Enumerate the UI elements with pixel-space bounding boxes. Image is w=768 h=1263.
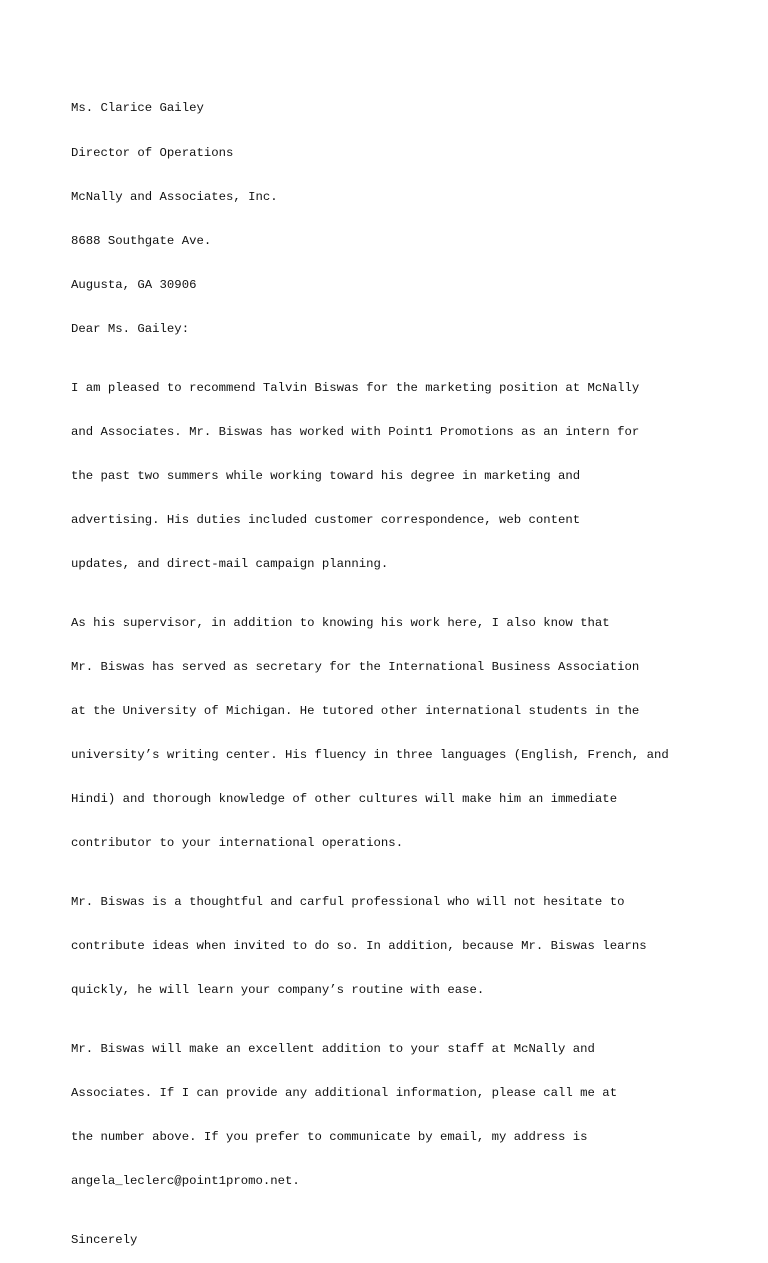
paragraph-2-line: contributor to your international operations.: [71, 836, 404, 851]
email-address-line: angela_leclerc@point1promo.net.: [71, 1174, 300, 1189]
paragraph-1-line: advertising. His duties included customer correspondence, web content: [71, 512, 581, 527]
recipient-name: Ms. Clarice Gailey: [71, 101, 204, 116]
paragraph-2-line: Hindi) and thorough knowledge of other cultures will make him an immediate: [71, 792, 618, 807]
recipient-city-state-zip: Augusta, GA 30906: [71, 277, 197, 292]
paragraph-4-line: Associates. If I can provide any additional information, please call me at: [71, 1086, 618, 1101]
recipient-street: 8688 Southgate Ave.: [71, 233, 212, 248]
closing: Sincerely: [71, 1233, 138, 1248]
paragraph-4-line: Mr. Biswas will make an excellent addition to your staff at McNally and: [71, 1042, 595, 1057]
paragraph-2-line: As his supervisor, in addition to knowing his work here, I also know that: [71, 615, 610, 630]
paragraph-2-line: university’s writing center. His fluency in three languages (English, French, and: [71, 748, 669, 763]
paragraph-1-line: the past two summers while working toward his degree in marketing and: [71, 468, 581, 483]
paragraph-2-line: Mr. Biswas has served as secretary for the International Business Association: [71, 659, 640, 674]
paragraph-3-line: contribute ideas when invited to do so. In addition, because Mr. Biswas learns: [71, 939, 647, 954]
letter-body: [71, 72, 731, 1263]
paragraph-3-line: quickly, he will learn your company’s routine with ease.: [71, 983, 485, 998]
paragraph-3-line: Mr. Biswas is a thoughtful and carful professional who will not hesitate to: [71, 895, 625, 910]
paragraph-2-line: at the University of Michigan. He tutored other international students in the: [71, 704, 640, 719]
recipient-company: McNally and Associates, Inc.: [71, 189, 278, 204]
paragraph-4-line: the number above. If you prefer to communicate by email, my address is: [71, 1130, 588, 1145]
paragraph-1-line: updates, and direct-mail campaign planning.: [71, 557, 389, 572]
salutation: Dear Ms. Gailey:: [71, 321, 190, 336]
recipient-title: Director of Operations: [71, 145, 234, 160]
paragraph-1-line: and Associates. Mr. Biswas has worked with Point1 Promotions as an intern for: [71, 424, 640, 439]
paragraph-1-line: I am pleased to recommend Talvin Biswas for the marketing position at McNally: [71, 380, 640, 395]
